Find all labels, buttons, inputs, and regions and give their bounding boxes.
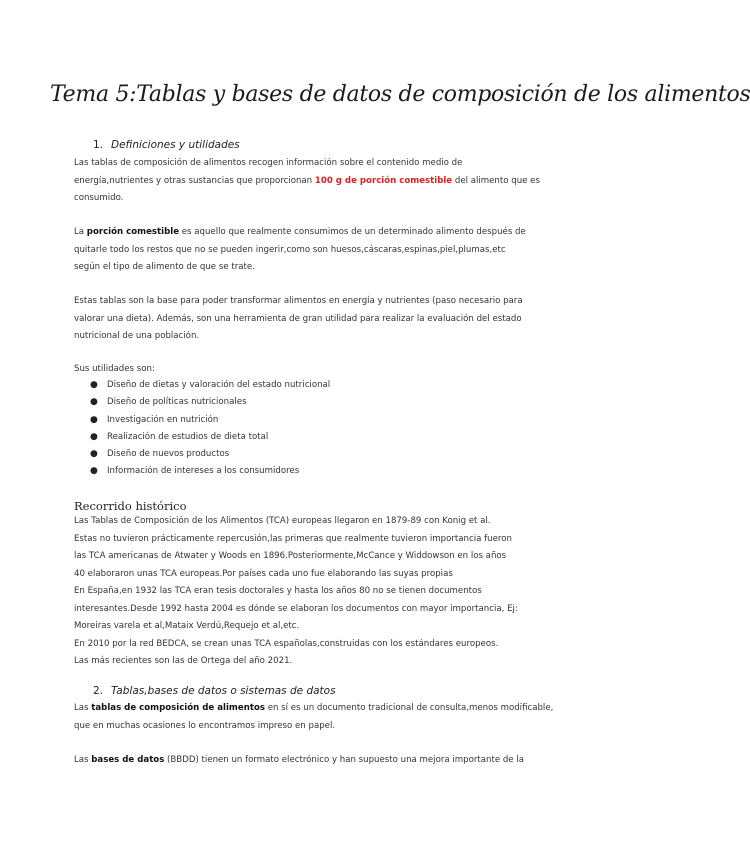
text-line: Estas tablas son la base para poder transformar alimentos en energía y nutrientes (paso necesario para [74, 296, 523, 306]
text-line: que en muchas ocasiones lo encontramos impreso en papel. [74, 720, 336, 731]
bullet-icon: ● [90, 431, 98, 442]
paragraph-databases [74, 752, 534, 770]
text-line: quitarle todo los restos que no se pueden ingerir,como son huesos,cáscaras,espinas,piel,plumas,etc [74, 244, 506, 255]
section-2-title: Tablas,bases de datos o sistemas de datos [111, 685, 336, 697]
highlight-edible-portion: 100 g de porción comestible [314, 175, 453, 186]
text-line: Sus utilidades son: [74, 364, 155, 374]
utilities-list [90, 377, 330, 481]
text-line [74, 752, 534, 770]
text-line: valorar una dieta). Además, son una herramienta de gran utilidad para realizar la evaluación del estado [74, 313, 522, 324]
text-run: Las [74, 703, 92, 713]
bold-term: bases de datos [91, 755, 165, 765]
bullet-icon: ● [90, 380, 98, 390]
text-line: 40 elaboraron unas TCA europeas.Por países cada uno fue elaborando las suyas propias [74, 568, 453, 579]
text-line: En España,en 1932 las TCA eran tesis doctorales y hasta los años 80 no se tienen documentos [74, 586, 482, 596]
history-heading: Recorrido histórico [74, 499, 187, 513]
text-line: Las Tablas de Composición de los Alimentos (TCA) europeas llegaron en 1879-89 con Konig et al. [74, 516, 491, 526]
paragraph-purpose [74, 293, 534, 346]
text-line [74, 224, 534, 242]
bullet-icon: ● [90, 414, 98, 425]
text-run: en sí es un documento tradicional de consulta,menos modificable, [264, 703, 554, 713]
bold-term: tablas de composición de alimentos [91, 703, 265, 713]
paragraph-tables [74, 700, 554, 735]
text-run: Las [74, 755, 92, 765]
paragraph-history [74, 513, 534, 671]
section-1-title: Definiciones y utilidades [111, 139, 240, 151]
text-line: Moreiras varela et al,Mataix Verdú,Requejo et al,etc. [74, 621, 300, 631]
list-item [90, 446, 330, 463]
bullet-icon: ● [90, 466, 98, 477]
section-1-number: 1. [93, 139, 104, 151]
list-item [90, 412, 330, 429]
list-item-text: Realización de estudios de dieta total [107, 431, 269, 442]
text-line: interesantes.Desde 1992 hasta 2004 es dónde se elaboran los documentos con mayor importancia, Ej: [74, 603, 518, 614]
paragraph-edible-portion [74, 224, 534, 277]
text-run: La [74, 227, 87, 237]
text-run: es aquello que realmente consumimos de un determinado alimento después de [179, 227, 526, 237]
text-line: Las tablas de composición de alimentos recogen información sobre el contenido medio de [74, 158, 463, 168]
list-item-text: Investigación en nutrición [107, 414, 219, 425]
list-item [90, 463, 330, 480]
list-item-text: Diseño de dietas y valoración del estado nutricional [107, 380, 331, 390]
text-run: (BBDD) tienen un formato electrónico y han supuesto una mejora importante de la [164, 755, 524, 765]
bold-term: porción comestible [86, 227, 180, 237]
text-line: nutricional de una población. [74, 331, 200, 341]
section-1-heading [93, 139, 240, 151]
text-line: las TCA americanas de Atwater y Woods en 1896.Posteriormente,McCance y Widdowson en los años [74, 551, 507, 561]
text-line: Estas no tuvieron prácticamente repercusión,las primeras que realmente tuvieron importancia fueron [74, 533, 512, 544]
section-2-number: 2. [93, 685, 104, 697]
text-line [74, 700, 554, 718]
text-run: del alimento que es [452, 175, 540, 186]
list-item-text: Información de intereses a los consumidores [107, 466, 300, 477]
text-line: según el tipo de alimento de que se trate. [74, 262, 255, 272]
text-line: Las más recientes son las de Ortega del año 2021. [74, 656, 293, 666]
bullet-icon: ● [90, 397, 98, 408]
list-item [90, 394, 330, 411]
text-run: energía,nutrientes y otras sustancias que proporcionan [74, 175, 315, 186]
paragraph-definition [74, 155, 540, 208]
list-item [90, 429, 330, 446]
utilities-intro [74, 361, 534, 379]
list-item [90, 377, 330, 394]
page-title: Tema 5:Tablas y bases de datos de composición de los alimentos [50, 82, 750, 107]
text-line: En 2010 por la red BEDCA, se crean unas TCA españolas,construidas con los estándares europeos. [74, 638, 499, 649]
list-item-text: Diseño de políticas nutricionales [107, 397, 247, 408]
list-item-text: Diseño de nuevos productos [107, 449, 230, 460]
bullet-icon: ● [90, 449, 98, 460]
text-line: consumido. [74, 193, 124, 203]
text-line [74, 173, 540, 191]
section-2-heading [93, 685, 336, 697]
